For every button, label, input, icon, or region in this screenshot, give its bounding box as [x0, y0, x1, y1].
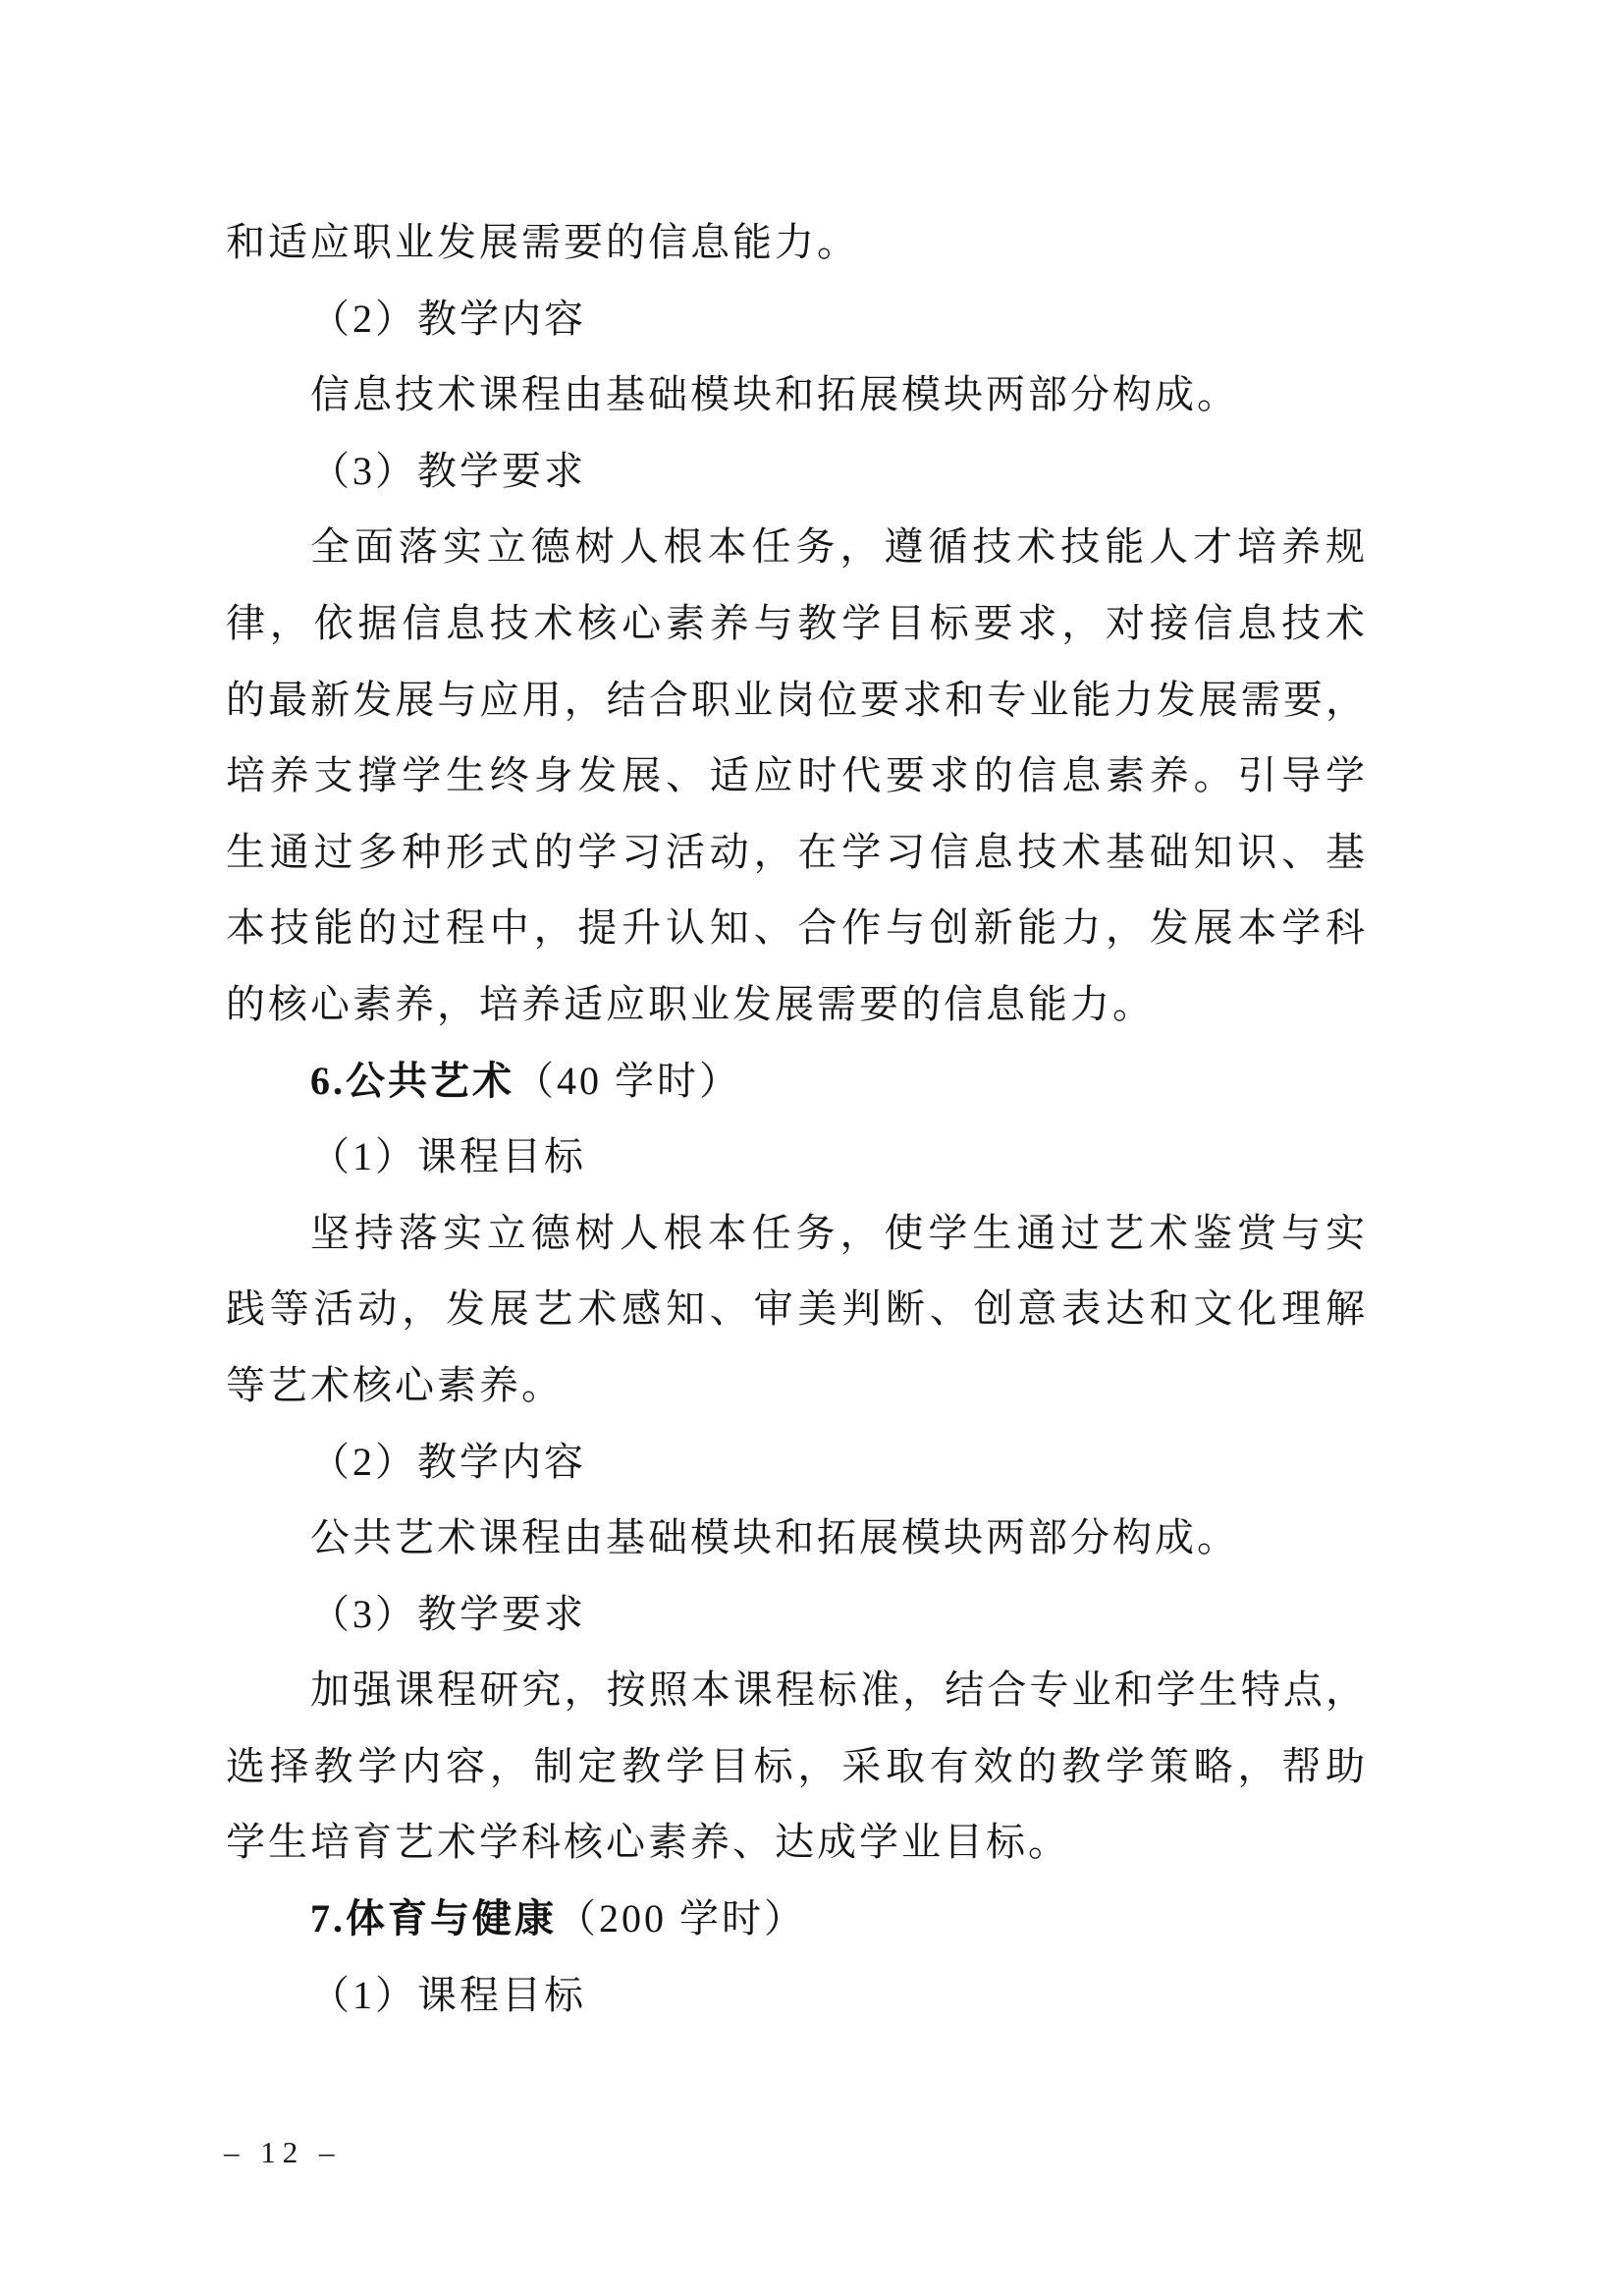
- body-text: 选择教学内容，制定教学目标，采取有效的教学策略，帮助: [226, 1743, 1365, 1788]
- body-text: 的最新发展与应用，结合职业岗位要求和专业能力发展需要，: [226, 677, 1365, 722]
- body-text: 信息技术课程由基础模块和拓展模块两部分构成。: [310, 372, 1239, 417]
- text-line: [226, 509, 1365, 585]
- text-line: [226, 1728, 1365, 1805]
- text-line: [226, 890, 1365, 966]
- text-line: [226, 204, 1365, 281]
- text-line: [226, 1119, 1365, 1195]
- text-line: [226, 1652, 1365, 1728]
- body-text: 全面落实立德树人根本任务，遵循技术技能人才培养规: [310, 524, 1365, 570]
- text-line: [226, 1271, 1365, 1347]
- body-text: 本技能的过程中，提升认知、合作与创新能力，发展本学科: [226, 905, 1365, 951]
- text-line: [226, 1195, 1365, 1272]
- body-text: （40 学时）: [514, 1058, 741, 1103]
- text-line: [226, 585, 1365, 662]
- text-line: [226, 356, 1365, 433]
- document-body: [226, 204, 1365, 2033]
- body-text: 学生培育艺术学科核心素养、达成学业目标。: [226, 1820, 1070, 1865]
- text-line: [226, 814, 1365, 891]
- body-text: 的核心素养，培养适应职业发展需要的信息能力。: [226, 981, 1155, 1026]
- text-line: [226, 1500, 1365, 1576]
- body-text: （2）教学内容: [310, 1439, 586, 1484]
- body-text: （3）教学要求: [310, 448, 586, 493]
- section-heading-line: [226, 1881, 1365, 1957]
- body-text: 等艺术核心素养。: [226, 1362, 564, 1407]
- text-line: [226, 1804, 1365, 1881]
- body-text: 律，依据信息技术核心素养与教学目标要求，对接信息技术: [226, 600, 1365, 645]
- text-line: [226, 662, 1365, 738]
- heading-text: 6.公共艺术: [310, 1058, 514, 1103]
- body-text: （200 学时）: [557, 1896, 806, 1941]
- text-line: [226, 433, 1365, 510]
- text-line: [226, 1424, 1365, 1501]
- text-line: [226, 738, 1365, 814]
- body-text: （2）教学内容: [310, 296, 586, 341]
- body-text: 生通过多种形式的学习活动，在学习信息技术基础知识、基: [226, 829, 1365, 874]
- text-line: [226, 281, 1365, 357]
- body-text: 加强课程研究，按照本课程标准，结合专业和学生特点，: [310, 1667, 1365, 1713]
- page-number: – 12 –: [224, 2135, 342, 2169]
- body-text: （1）课程目标: [310, 1972, 586, 2017]
- text-line: [226, 1957, 1365, 2034]
- body-text: 培养支撑学生终身发展、适应时代要求的信息素养。引导学: [226, 753, 1365, 798]
- text-line: [226, 966, 1365, 1043]
- body-text: 坚持落实立德树人根本任务，使学生通过艺术鉴赏与实: [310, 1210, 1365, 1255]
- text-line: [226, 1347, 1365, 1424]
- body-text: 践等活动，发展艺术感知、审美判断、创意表达和文化理解: [226, 1286, 1365, 1332]
- body-text: 和适应职业发展需要的信息能力。: [226, 220, 859, 264]
- heading-text: 7.体育与健康: [310, 1896, 557, 1941]
- body-text: （1）课程目标: [310, 1134, 586, 1179]
- text-line: [226, 1576, 1365, 1653]
- section-heading-line: [226, 1043, 1365, 1120]
- body-text: （3）教学要求: [310, 1591, 586, 1636]
- body-text: 公共艺术课程由基础模块和拓展模块两部分构成。: [310, 1515, 1239, 1560]
